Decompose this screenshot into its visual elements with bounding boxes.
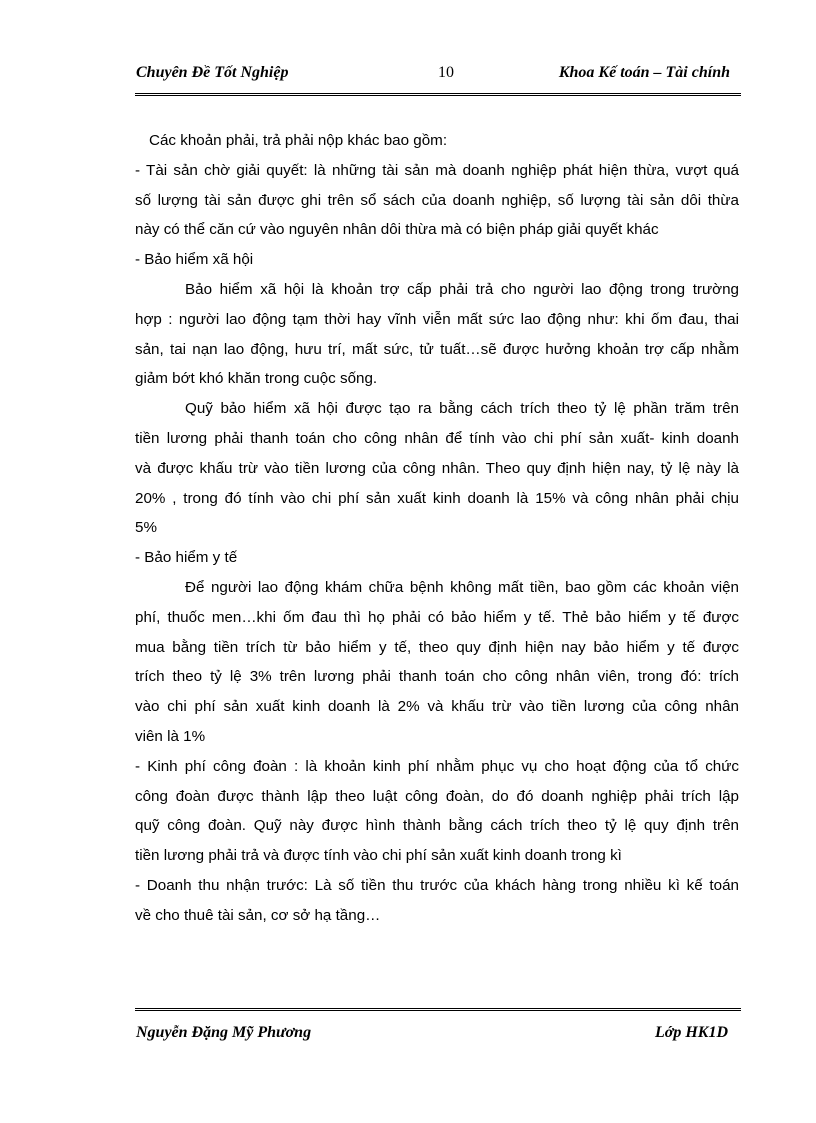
paragraph-line: sản, tai nạn lao động, hưu trí, mất sức, tử tuất…sẽ được hưởng khoản trợ cấp nhằm — [135, 340, 739, 358]
section-heading: - Bảo hiểm y tế — [135, 549, 238, 567]
paragraph-line: - Doanh thu nhận trước: Là số tiền thu trước của khách hàng trong nhiều kì kế toán — [135, 876, 739, 894]
paragraph-line: vào chi phí sản xuất kinh doanh là 2% và khấu trừ vào tiền lương của công nhân — [135, 698, 739, 716]
footer-divider — [135, 1008, 741, 1011]
paragraph-line: viên là 1% — [135, 727, 206, 745]
paragraph-line: - Tài sản chờ giải quyết: là những tài sản mà doanh nghiệp phát hiện thừa, vượt quá — [135, 161, 739, 179]
header-title: Chuyên Đề Tốt Nghiệp — [136, 64, 289, 81]
paragraph-line: 20% , trong đó tính vào chi phí sản xuất kinh doanh là 15% và công nhân phải chịu — [135, 489, 739, 507]
paragraph-line: công đoàn được thành lập theo luật công đoàn, do đó doanh nghiệp phải trích lập — [135, 787, 739, 805]
section-heading: - Bảo hiểm xã hội — [135, 251, 254, 269]
paragraph-line: về cho thuê tài sản, cơ sở hạ tầng… — [135, 906, 381, 924]
paragraph-line: hợp : người lao động tạm thời hay vĩnh viễn mất sức lao động như: khi ốm đau, thai — [135, 310, 739, 328]
paragraph-line: trích theo tỷ lệ 3% trên lương phải thanh toán cho công nhân viên, trong đó: trích — [135, 668, 739, 686]
footer-author: Nguyễn Đặng Mỹ Phương — [136, 1024, 312, 1041]
paragraph-line: Bảo hiểm xã hội là khoản trợ cấp phải trả cho người lao động trong trường — [185, 280, 739, 298]
paragraph-line: 5% — [135, 519, 157, 537]
paragraph-line: Để người lao động khám chữa bệnh không mất tiền, bao gồm các khoản viện — [185, 578, 739, 596]
header-divider — [135, 93, 741, 96]
paragraph-line: phí, thuốc men…khi ốm đau thì họ phải có bảo hiểm y tế. Thẻ bảo hiểm y tế được — [135, 608, 739, 626]
paragraph-line: giảm bớt khó khăn trong cuộc sống. — [135, 370, 378, 388]
paragraph-line: tiền lương phải thanh toán cho công nhân để tính vào chi phí sản xuất- kinh doanh — [135, 429, 739, 447]
paragraph-line: Các khoản phải, trả phải nộp khác bao gồm: — [149, 132, 448, 149]
paragraph-line: này có thể căn cứ vào nguyên nhân dôi thừa mà có biện pháp giải quyết khác — [135, 221, 659, 239]
footer-class: Lớp HK1D — [654, 1024, 728, 1041]
page-number: 10 — [438, 64, 454, 81]
paragraph-line: Quỹ bảo hiểm xã hội được tạo ra bằng cách trích theo tỷ lệ phần trăm trên — [185, 400, 739, 418]
paragraph-line: số lượng tài sản được ghi trên sổ sách của doanh nghiệp, số lượng tài sản dôi thừa — [135, 191, 739, 209]
body-text — [135, 126, 739, 931]
paragraph-line: quỹ công đoàn. Quỹ này được hình thành bằng cách trích theo tỷ lệ quy định trên — [135, 817, 739, 835]
header-department: Khoa Kế toán – Tài chính — [558, 64, 730, 81]
paragraph-line: mua bằng tiền trích từ bảo hiểm y tế, theo quy định hiện nay bảo hiểm y tế được — [135, 638, 739, 656]
paragraph-line: tiền lương phải trả và được tính vào chi phí sản xuất kinh doanh trong kì — [135, 847, 622, 865]
paragraph-line: - Kinh phí công đoàn : là khoản kinh phí nhằm phục vụ cho hoạt động của tổ chức — [135, 757, 739, 775]
paragraph-line: và được khấu trừ vào tiền lương của công nhân. Theo quy định hiện nay, tỷ lệ này là — [135, 459, 739, 477]
